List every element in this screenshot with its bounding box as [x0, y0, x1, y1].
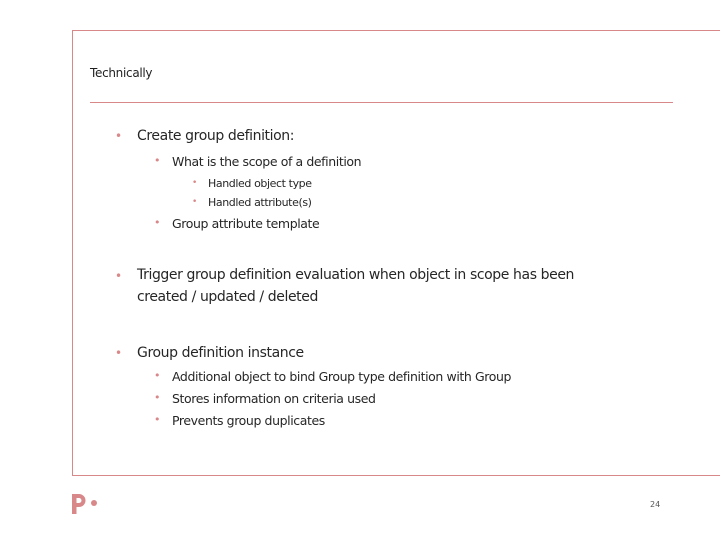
bullet-text: Handled attribute(s): [208, 196, 312, 209]
page-number: 24: [650, 500, 661, 509]
bullet-text: Handled object type: [208, 177, 312, 190]
bullet-icon: •: [154, 369, 161, 382]
bullet-icon: •: [154, 391, 161, 404]
bullet-definition-instance: [115, 345, 304, 361]
bullet-text: Stores information on criteria used: [172, 391, 376, 406]
sub-bullet-attribute-template: [154, 216, 320, 231]
bullet-text: Group attribute template: [172, 216, 320, 231]
bullet-icon: •: [154, 154, 161, 167]
bullet-icon: •: [115, 346, 122, 360]
slide-frame: [72, 30, 720, 476]
bullet-trigger-evaluation: [115, 264, 587, 308]
title-divider: [90, 102, 673, 103]
bullet-text: Create group definition:: [137, 128, 295, 144]
sub-sub-bullet-object-type: [192, 177, 312, 190]
bullet-icon: •: [192, 197, 197, 207]
bullet-text: What is the scope of a definition: [172, 154, 362, 169]
sub-bullet-prevents-duplicates: [154, 413, 325, 428]
bullet-icon: •: [115, 129, 122, 143]
bullet-create-group-definition: [115, 128, 295, 144]
bullet-text: Prevents group duplicates: [172, 413, 325, 428]
bullet-text: Group definition instance: [137, 345, 304, 361]
sub-bullet-scope: [154, 154, 362, 169]
bullet-icon: •: [154, 413, 161, 426]
bullet-text: Trigger group definition evaluation when object in scope has been created / updated / deleted: [137, 267, 575, 305]
bullet-icon: •: [154, 216, 161, 229]
bullet-icon: •: [192, 178, 197, 188]
sub-bullet-additional-object: [154, 369, 512, 384]
sub-bullet-stores-information: [154, 391, 376, 406]
slide-title: Technically: [90, 66, 153, 80]
bullet-icon: •: [115, 269, 122, 283]
bullet-text: Additional object to bind Group type definition with Group: [172, 369, 512, 384]
p-dot-logo-icon: [70, 491, 100, 515]
sub-sub-bullet-attributes: [192, 196, 312, 209]
